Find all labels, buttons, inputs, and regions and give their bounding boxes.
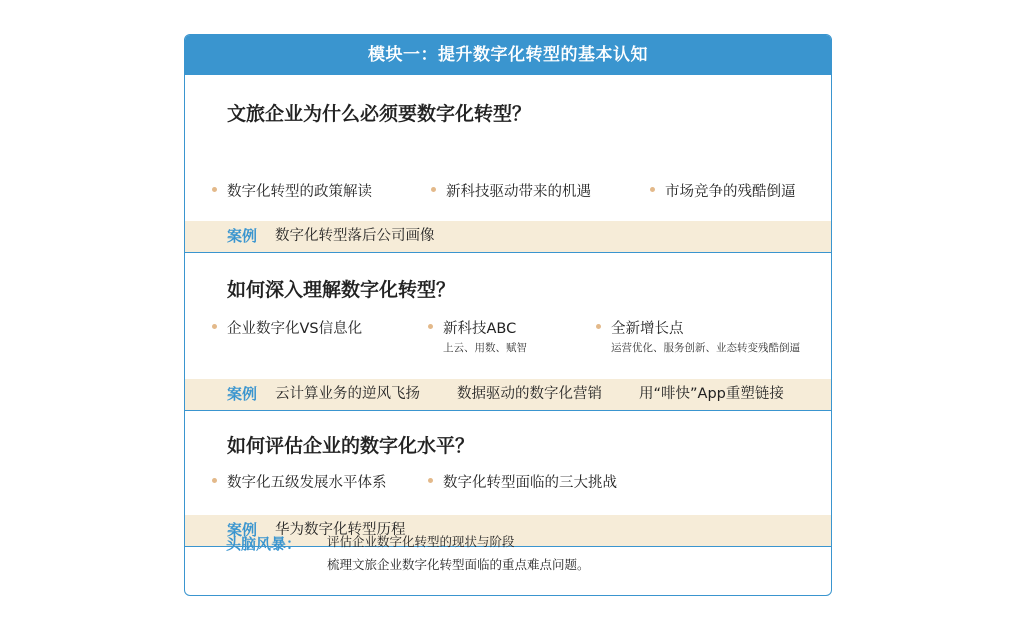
bullet-dot-icon	[428, 478, 433, 483]
bullet-item: 市场竞争的残酷倒逼	[665, 180, 796, 201]
case-label: 案例	[227, 227, 258, 245]
case-bar	[185, 221, 831, 253]
brainstorm-label: 头脑风暴：	[226, 535, 302, 553]
bullet-item: 数字化转型的政策解读	[227, 180, 372, 201]
section-title: 文旅企业为什么必须要数字化转型？	[227, 103, 532, 125]
brainstorm-line: 梳理文旅企业数字化转型面临的重点难点问题。	[327, 557, 590, 572]
bullet-item: 新科技驱动带来的机遇	[446, 180, 591, 201]
bullet-dot-icon	[212, 478, 217, 483]
bullet-dot-icon	[212, 187, 217, 192]
bullet-item: 新科技ABC	[443, 317, 516, 338]
case-label: 案例	[227, 521, 258, 539]
case-label: 案例	[227, 385, 258, 403]
case-bar	[185, 379, 831, 411]
bullet-dot-icon	[428, 324, 433, 329]
bullet-item: 全新增长点	[611, 317, 684, 338]
bullet-subtext: 运营优化、服务创新、业态转变残酷倒逼	[611, 342, 800, 354]
section-title: 如何评估企业的数字化水平？	[227, 435, 475, 457]
bullet-item: 数字化转型面临的三大挑战	[443, 471, 617, 492]
brainstorm-line: 评估企业数字化转型的现状与阶段	[327, 534, 515, 549]
bullet-dot-icon	[431, 187, 436, 192]
case-item: 数据驱动的数字化营销	[457, 386, 602, 402]
bullet-subtext: 上云、用数、赋智	[443, 342, 527, 354]
case-item: 云计算业务的逆风飞扬	[275, 386, 420, 402]
case-item: 数字化转型落后公司画像	[275, 228, 435, 244]
bullet-item: 数字化五级发展水平体系	[227, 471, 387, 492]
case-item: 华为数字化转型历程	[275, 522, 406, 538]
bullet-item: 企业数字化VS信息化	[227, 317, 362, 338]
case-item: 用“啡快”App重塑链接	[639, 386, 784, 402]
bullet-dot-icon	[596, 324, 601, 329]
section-title: 如何深入理解数字化转型？	[227, 279, 456, 301]
bullet-dot-icon	[212, 324, 217, 329]
bullet-dot-icon	[650, 187, 655, 192]
module-card	[184, 34, 832, 596]
module-header: 模块一：提升数字化转型的基本认知	[185, 35, 831, 75]
